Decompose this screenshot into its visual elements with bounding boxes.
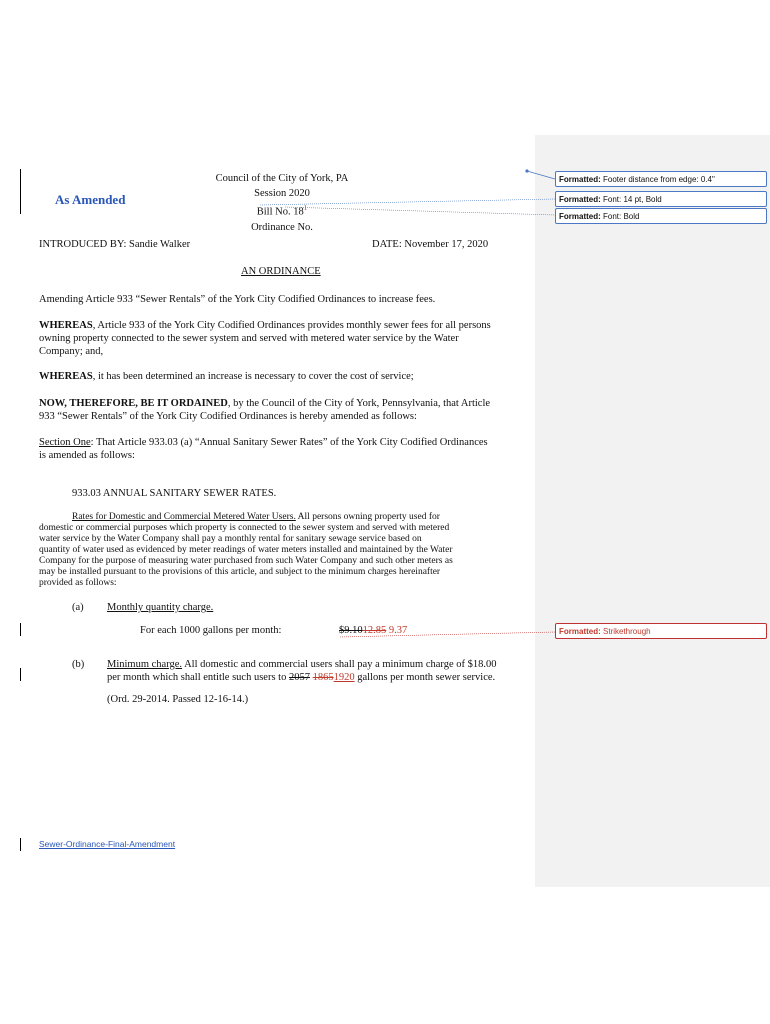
comment-strikethrough[interactable]: Formatted: Strikethrough — [555, 623, 767, 639]
comment-footer-distance[interactable]: Formatted: Footer distance from edge: 0.4" — [555, 171, 767, 187]
whereas-paragraph-2: WHEREAS, it has been determined an increase is necessary to cover the cost of service; — [39, 371, 414, 382]
item-b-label: (b) — [72, 659, 85, 670]
rate-label: For each 1000 gallons per month: — [140, 625, 282, 636]
footer-document-link[interactable]: Sewer-Ordinance-Final-Amendment — [39, 839, 176, 849]
rate-new: 9.37 — [386, 625, 408, 636]
header-bill-no: Bill No. $18^1$ — [256, 204, 308, 218]
item-b-paragraph: Minimum charge. All domestic and commercial users shall pay a minimum charge of $18.00 per month which shall entitle such users to 2057 18651920 gallons per month sewer service. — [107, 659, 497, 683]
header-council: Council of the City of York, PA — [215, 173, 349, 184]
rate-values — [339, 624, 407, 637]
section-heading: 933.03 ANNUAL SANITARY SEWER RATES. — [72, 488, 277, 499]
document-header — [150, 171, 414, 235]
introduced-by: INTRODUCED BY: Sandie Walker — [39, 239, 191, 250]
whereas-paragraph-1: WHEREAS, Article 933 of the York City Codified Ordinances provides monthly sewer fees for all persons owning property connected to the sewer system and served with metered water service by the Water Company; and, — [39, 320, 491, 357]
ordinance-note: (Ord. 29-2014. Passed 12-16-14.) — [107, 694, 249, 705]
as-amended-label: As Amended — [55, 192, 126, 207]
now-therefore-paragraph: NOW, THEREFORE, BE IT ORDAINED, by the Council of the City of York, Pennsylvania, that Article 933 “Sewer Rentals” of the York City Codified Ordinances is hereby amended as follows: — [39, 398, 491, 422]
comment-font-14pt-bold[interactable]: Formatted: Font: 14 pt, Bold — [555, 191, 767, 207]
header-session: Session 2020 — [254, 188, 310, 199]
change-bar-footer — [20, 838, 21, 851]
header-ordinance-no: Ordinance No. — [251, 221, 313, 233]
rate-old: $9.10 — [339, 625, 363, 636]
comment-font-bold[interactable]: Formatted: Font: Bold — [555, 208, 767, 224]
change-bar-header — [20, 169, 21, 214]
item-a-label: (a) — [72, 602, 84, 613]
intro-date: DATE: November 17, 2020 — [372, 239, 489, 250]
change-bar-rate — [20, 623, 21, 636]
rate-struck: 12.85 — [362, 625, 387, 636]
rates-paragraph: Rates for Domestic and Commercial Metered Water Users. All persons owning property used for domestic or commercial purposes which property is connected to the sewer system and served with metered water service by the Water Company shall pay a monthly rental for sanitary sewage service based on quantity of water used as evidenced by meter readings of water meters installed and maintained by the Water Company for the purpose of measuring water purchased from such Water Company and such other meters as may be installed pursuant to the provisions of this article, and subject to the minimum charges hereinafter provided as follows: — [39, 512, 453, 588]
ordinance-title: AN ORDINANCE — [241, 266, 321, 277]
amending-paragraph: Amending Article 933 “Sewer Rentals” of the York City Codified Ordinances to increase fees. — [39, 294, 436, 305]
item-a-heading: Monthly quantity charge. — [107, 602, 214, 613]
section-one-paragraph: Section One: That Article 933.03 (a) “Annual Sanitary Sewer Rates” of the York City Codified Ordinances is amended as follows: — [39, 437, 488, 461]
change-bar-minimum — [20, 668, 21, 681]
